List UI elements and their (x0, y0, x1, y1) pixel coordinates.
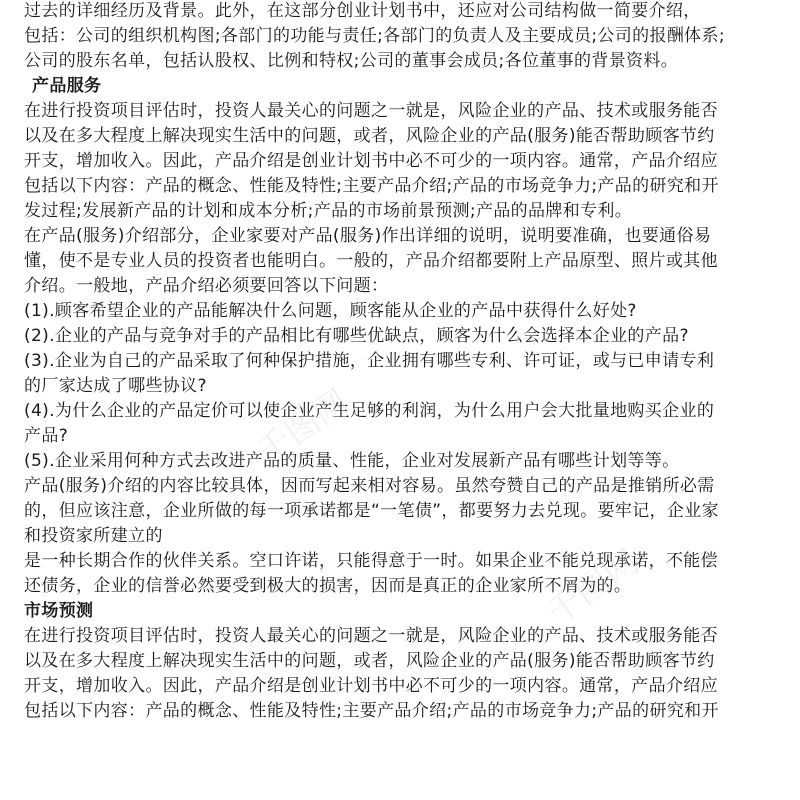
watermark-text: 千图网 (249, 381, 357, 474)
paragraph-line: 的，但应该注意，企业所做的每一项承诺都是“一笔债”，都要努力去兑现。要牢记，企业家 (24, 501, 719, 521)
list-item: (4).为什么企业的产品定价可以使企业产生足够的利润，为什么用户会大批量地购买企业的 (24, 401, 715, 421)
paragraph-line: 以及在多大程度上解决现实生活中的问题，或者，风险企业的产品(服务)能否帮助顾客节约 (24, 126, 715, 146)
paragraph-line: 包括以下内容：产品的概念、性能及特性;主要产品介绍;产品的市场竞争力;产品的研究和开 (24, 176, 719, 196)
paragraph-line: 开支，增加收入。因此，产品介绍是创业计划书中必不可少的一项内容。通常，产品介绍应 (24, 676, 718, 696)
paragraph-line: 过去的详细经历及背景。此外，在这部分创业计划书中，还应对公司结构做一简要介绍， (24, 1, 701, 21)
watermark-text: 千图网 (539, 541, 647, 634)
paragraph-line: 在进行投资项目评估时，投资人最关心的问题之一就是，风险企业的产品、技术或服务能否 (24, 626, 718, 646)
list-item: (3).企业为自己的产品采取了何种保护措施，企业拥有哪些专利、许可证，或与已申请专利 (24, 351, 715, 371)
paragraph-line: 在进行投资项目评估时，投资人最关心的问题之一就是，风险企业的产品、技术或服务能否 (24, 101, 718, 121)
list-item: 的厂家达成了哪些协议? (24, 376, 207, 396)
list-item: (1).顾客希望企业的产品能解决什么问题，顾客能从企业的产品中获得什么好处? (24, 301, 637, 321)
paragraph-line: 公司的股东名单，包括认股权、比例和特权;公司的董事会成员;各位董事的背景资料。 (24, 51, 679, 71)
paragraph-line: 在产品(服务)介绍部分，企业家要对产品(服务)作出详细的说明，说明要准确，也要通俗易 (24, 226, 712, 246)
section-heading-market-forecast: 市场预测 (24, 601, 94, 621)
paragraph-line: 产品(服务)介绍的内容比较具体，因而写起来相对容易。虽然夸赞自己的产品是推销所必需 (24, 476, 715, 496)
paragraph-line: 是一种长期合作的伙伴关系。空口许诺，只能得意于一时。如果企业不能兑现承诺，不能偿 (24, 551, 718, 571)
paragraph-line: 以及在多大程度上解决现实生活中的问题，或者，风险企业的产品(服务)能否帮助顾客节约 (24, 651, 715, 671)
paragraph-line: 包括以下内容：产品的概念、性能及特性;主要产品介绍;产品的市场竞争力;产品的研究和开 (24, 701, 719, 721)
paragraph-line: 和投资家所建立的 (24, 526, 163, 546)
paragraph-line: 包括：公司的组织机构图;各部门的功能与责任;各部门的负责人及主要成员;公司的报酬体系; (24, 26, 725, 46)
paragraph-line: 开支，增加收入。因此，产品介绍是创业计划书中必不可少的一项内容。通常，产品介绍应 (24, 151, 718, 171)
list-item: (5).企业采用何种方式去改进产品的质量、性能，企业对发展新产品有哪些计划等等。 (24, 451, 680, 471)
list-item: 产品? (24, 426, 69, 446)
list-item: (2).企业的产品与竞争对手的产品相比有哪些优缺点，顾客为什么会选择本企业的产品? (24, 326, 689, 346)
paragraph-line: 发过程;发展新产品的计划和成本分析;产品的市场前景预测;产品的品牌和专利。 (24, 201, 633, 221)
paragraph-line: 还债务，企业的信誉必然要受到极大的损害，因而是真正的企业家所不屑为的。 (24, 576, 632, 596)
paragraph-line: 懂，使不是专业人员的投资者也能明白。一般的，产品介绍都要附上产品原型、照片或其他 (24, 251, 718, 271)
paragraph-line: 介绍。一般地，产品介绍必须要回答以下问题： (24, 276, 389, 296)
section-heading-product-service: 产品服务 (32, 76, 102, 96)
